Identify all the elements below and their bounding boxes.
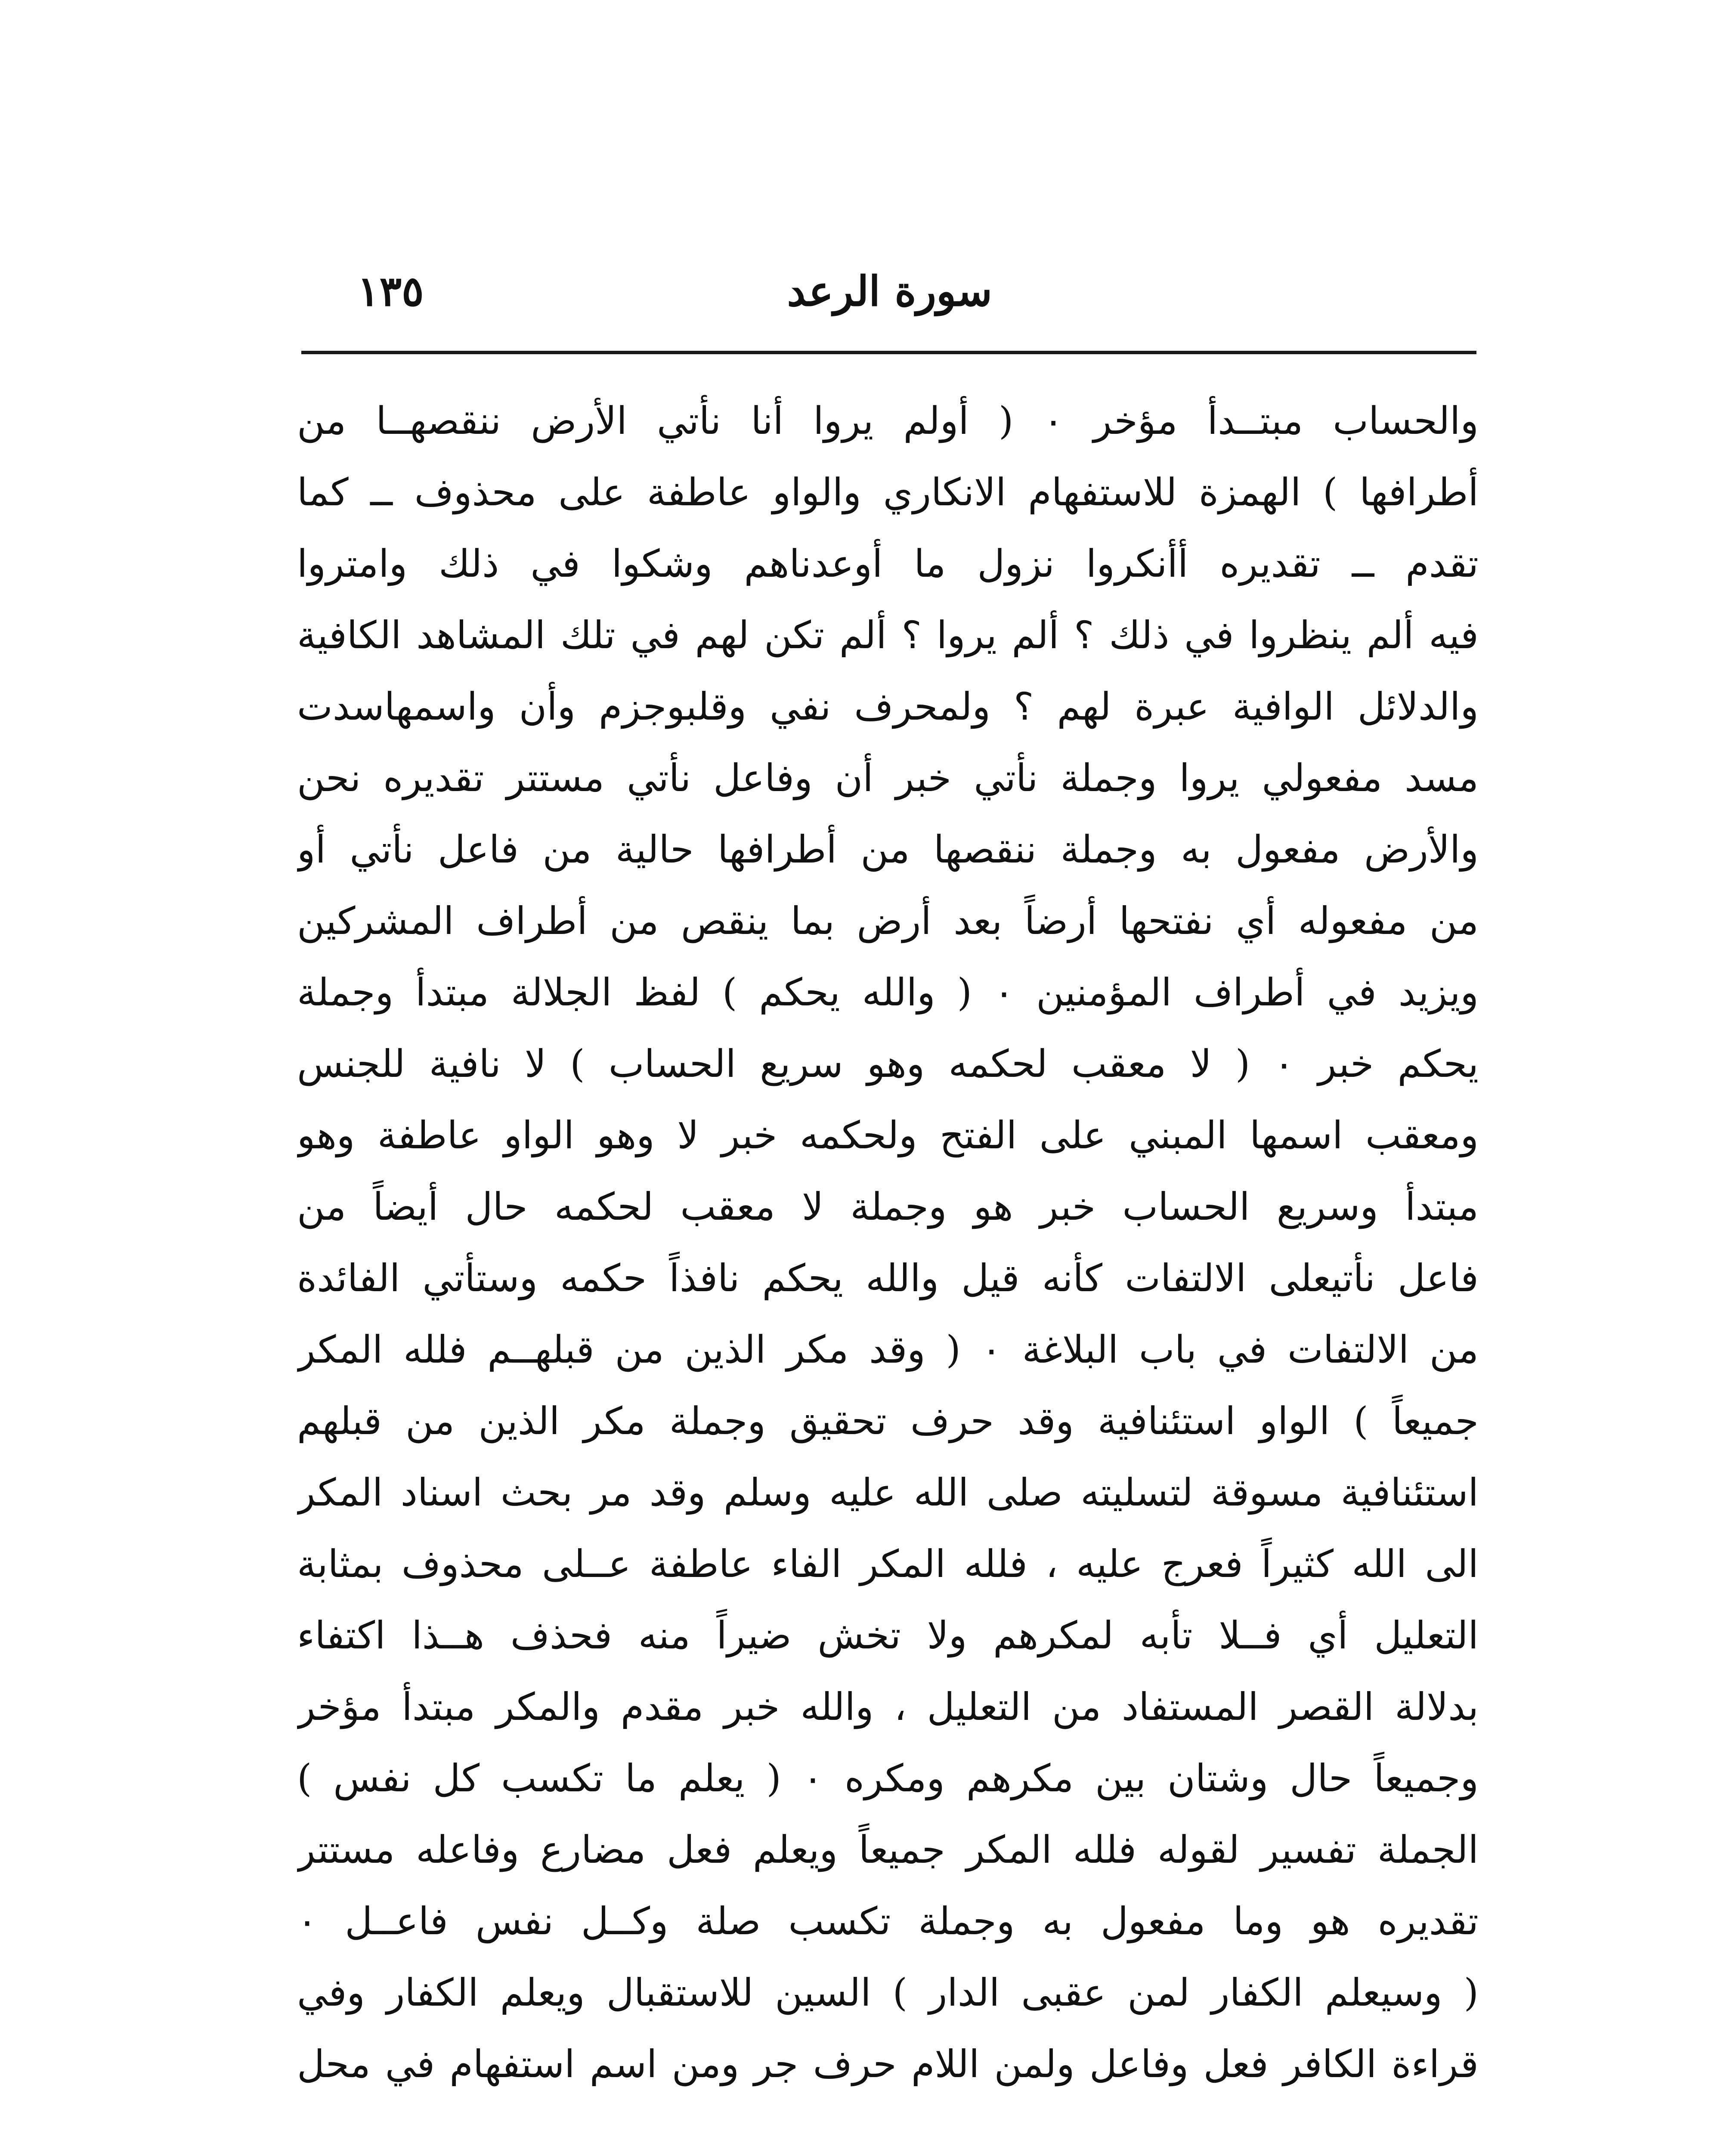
text-line: ( وسيعلم الكفار لمن عقبى الدار ) السين للاستقبال ويعلم الكفار وفي [297,1970,1479,2015]
text-line: الى الله كثيراً فعرج عليه ، فلله المكر الفاء عاطفة عــلى محذوف بمثابة [297,1542,1479,1586]
text-line: قراءة الكافر فعل وفاعل ولمن اللام حرف جر ومن اسم استفهام في محل [297,2042,1479,2086]
text-line: مبتدأ وسريع الحساب خبر هو وجملة لا معقب لحكمه حال أيضاً من [297,1184,1479,1229]
header-divider [301,351,1476,354]
text-line: تقدم ــ تقديره أأنكروا نزول ما أوعدناهم وشكوا في ذلك وامتروا [297,541,1479,586]
text-line: الجملة تفسير لقوله فلله المكر جميعاً ويعلم فعل مضارع وفاعله مستتر [297,1827,1479,1872]
body-text [297,385,1479,2100]
text-line: من مفعوله أي نفتحها أرضاً بعد أرض بما ينقص من أطراف المشركين [297,899,1479,943]
surah-title: سورة الرعد [787,267,992,315]
text-line: والأرض مفعول به وجملة ننقصها من أطرافها حالية من فاعل نأتي أو [297,827,1479,872]
text-line: فيه ألم ينظروا في ذلك ؟ ألم يروا ؟ ألم تكن لهم في تلك المشاهد الكافية [297,613,1479,657]
text-line: ويزيد في أطراف المؤمنين ٠ ( والله يحكم ) لفظ الجلالة مبتدأ وجملة [297,970,1479,1014]
text-line: استئنافية مسوقة لتسليته صلى الله عليه وسلم وقد مر بحث اسناد المكر [297,1470,1479,1515]
text-line: فاعل نأتيعلى الالتفات كأنه قيل والله يحكم نافذاً حكمه وستأتي الفائدة [297,1256,1479,1300]
text-line: التعليل أي فــلا تأبه لمكرهم ولا تخش ضيراً منه فحذف هــذا اكتفاء [297,1613,1479,1657]
text-line: جميعاً ) الواو استئنافية وقد حرف تحقيق وجملة مكر الذين من قبلهم [297,1399,1479,1443]
text-line: من الالتفات في باب البلاغة ٠ ( وقد مكر الذين من قبلهــم فلله المكر [297,1327,1479,1372]
text-line: مسد مفعولي يروا وجملة نأتي خبر أن وفاعل نأتي مستتر تقديره نحن [297,756,1479,800]
text-line: والحساب مبتــدأ مؤخر ٠ ( أولم يروا أنا نأتي الأرض ننقصهــا من [297,399,1479,443]
page-number: ١٣٥ [357,267,424,315]
page-header [310,258,1464,323]
text-line: أطرافها ) الهمزة للاستفهام الانكاري والواو عاطفة على محذوف ــ كما [297,470,1479,514]
text-line: تقديره هو وما مفعول به وجملة تكسب صلة وكــل نفس فاعــل ٠ [297,1899,1479,1943]
text-line: بدلالة القصر المستفاد من التعليل ، والله خبر مقدم والمكر مبتدأ مؤخر [297,1685,1479,1729]
text-line: والدلائل الوافية عبرة لهم ؟ ولمحرف نفي وقلبوجزم وأن واسمهاسدت [297,684,1479,729]
text-line: يحكم خبر ٠ ( لا معقب لحكمه وهو سريع الحساب ) لا نافية للجنس [297,1042,1479,1086]
text-line: وجميعاً حال وشتان بين مكرهم ومكره ٠ ( يعلم ما تكسب كل نفس ) [297,1756,1479,1800]
text-line: ومعقب اسمها المبني على الفتح ولحكمه خبر لا وهو الواو عاطفة وهو [297,1113,1479,1157]
